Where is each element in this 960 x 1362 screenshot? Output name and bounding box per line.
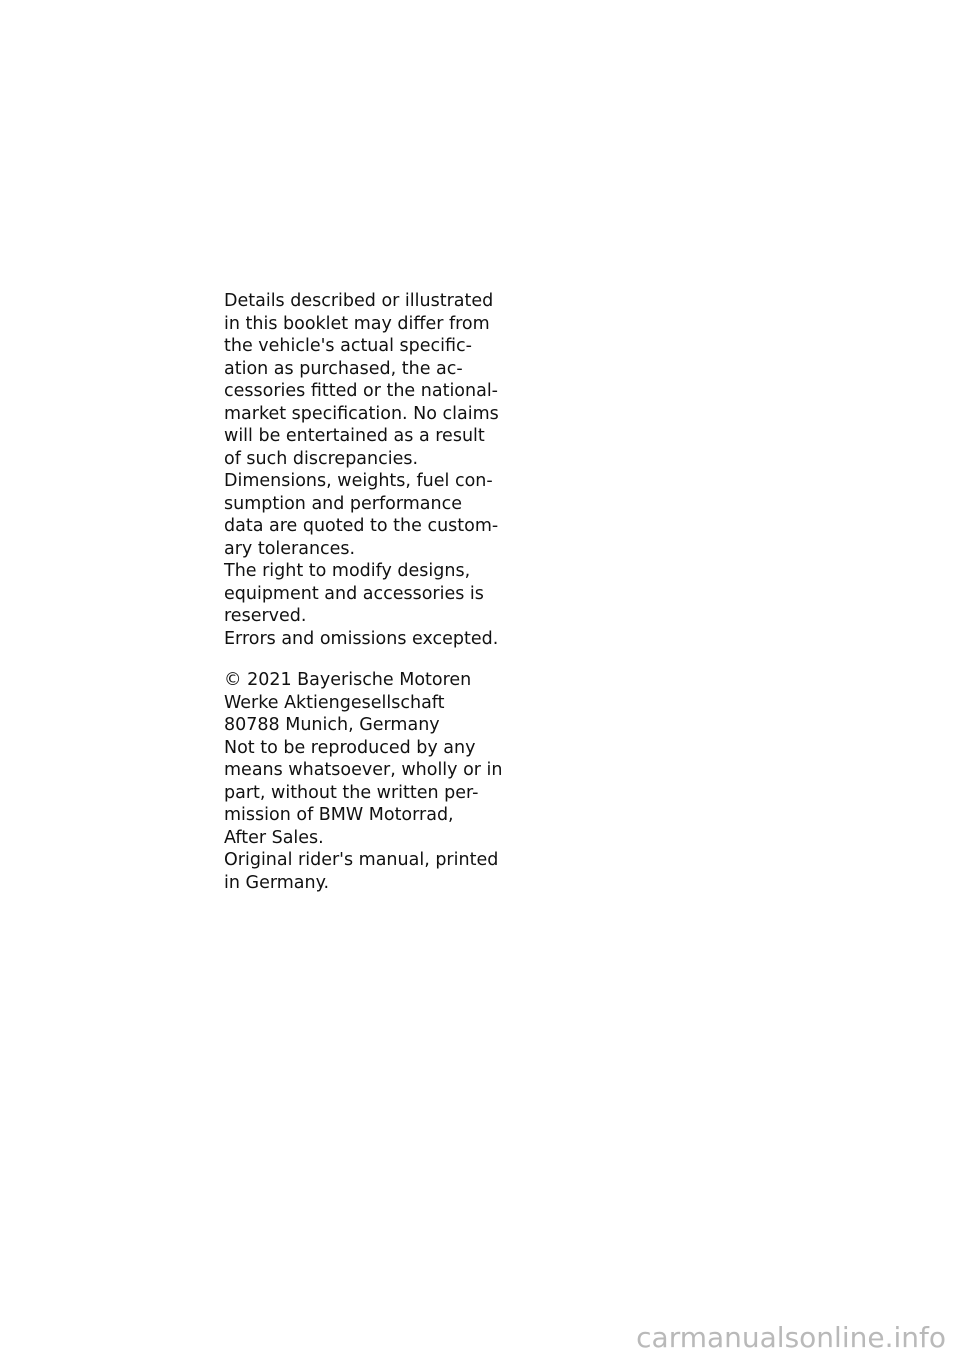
disclaimer-line: Details described or illustrated: [224, 291, 494, 311]
paragraph-gap: [224, 650, 514, 669]
copyright-block: [224, 669, 514, 894]
disclaimer-line: sumption and performance: [224, 493, 463, 514]
copyright-line: mission of BMW Motorrad,: [224, 805, 454, 825]
copyright-line: part, without the written per-: [224, 782, 479, 803]
disclaimer-line: reserved.: [224, 606, 307, 626]
disclaimer-line: equipment and accessories is: [224, 583, 484, 604]
disclaimer-line: Errors and omissions excepted.: [224, 628, 499, 649]
disclaimer-line: data are quoted to the custom-: [224, 516, 499, 536]
copyright-line: After Sales.: [224, 827, 324, 848]
copyright-line: 80788 Munich, Germany: [224, 715, 440, 735]
copyright-line: means whatsoever, wholly or in: [224, 760, 503, 780]
disclaimer-block: [224, 290, 514, 650]
copyright-line: Not to be reproduced by any: [224, 737, 476, 758]
disclaimer-line: cessories fitted or the national-: [224, 381, 499, 401]
copyright-line: in Germany.: [224, 872, 330, 893]
site-watermark: carmanualsonline.info: [636, 1321, 946, 1354]
disclaimer-line: in this booklet may differ from: [224, 313, 490, 334]
disclaimer-line: the vehicle's actual specific-: [224, 336, 472, 356]
legal-text-column: [224, 290, 514, 894]
disclaimer-line: will be entertained as a result: [224, 426, 485, 446]
disclaimer-line: ary tolerances.: [224, 538, 356, 559]
disclaimer-line: ation as purchased, the ac-: [224, 358, 463, 379]
disclaimer-line: The right to modify designs,: [224, 561, 471, 581]
copyright-line: Werke Aktiengesellschaft: [224, 692, 445, 713]
copyright-line: Original rider's manual, printed: [224, 850, 499, 870]
disclaimer-line: market specification. No claims: [224, 403, 499, 424]
disclaimer-line: of such discrepancies.: [224, 448, 419, 469]
disclaimer-line: Dimensions, weights, fuel con-: [224, 471, 493, 491]
copyright-line: © 2021 Bayerische Motoren: [224, 670, 472, 690]
